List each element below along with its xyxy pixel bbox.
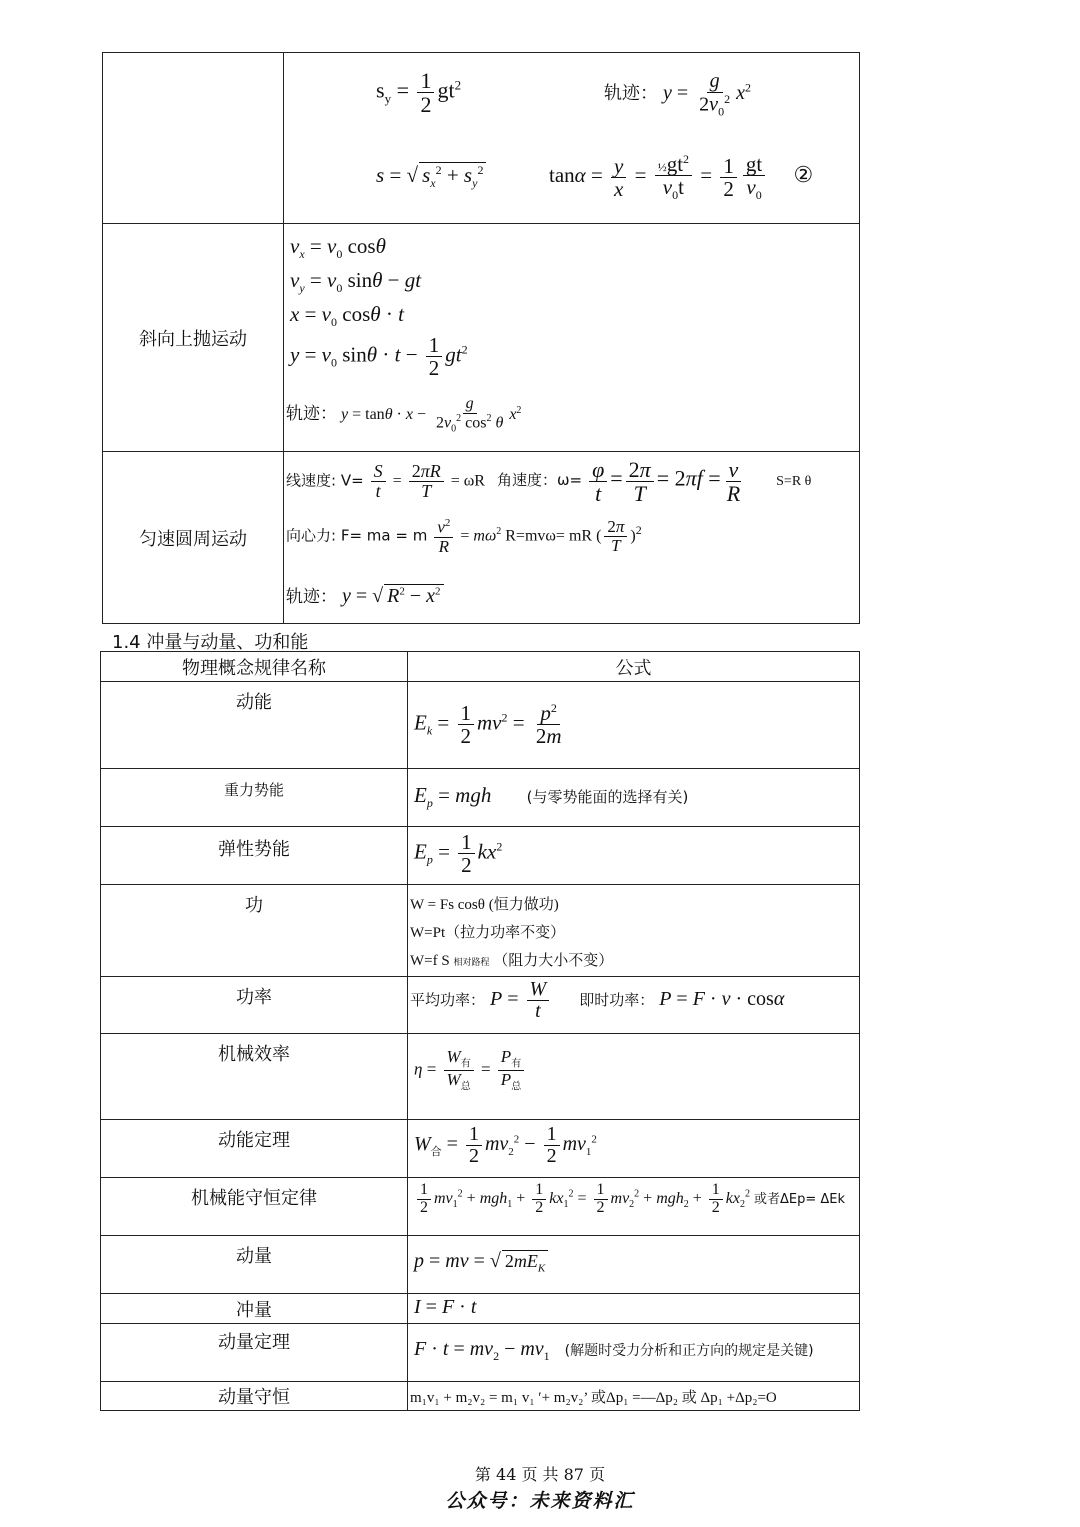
formula-tan: tanα = $\frac{y}{x}$ = $\frac{\frac{1}{2}gt^2}{v_0t}$ = $\frac{1}{2}$ $\frac{gt}{v_0}$ ② (549, 152, 814, 203)
centripetal-label: 向心力: F= ma = m (286, 526, 428, 545)
formula-vx: $v_x = v_0$ cosθ (290, 234, 386, 262)
formula-cell-oblique (284, 224, 860, 452)
label-cell-empty (103, 53, 284, 224)
formula-x: $x = v_0$ cosθ · t (290, 302, 404, 330)
work-resistance-note: （阻力大小不变） (493, 953, 614, 969)
formula-centripetal: 向心力: F= ma = m $\frac{v^2}{R}$ = $m\omega^2$ R=mvω= mR ( $\frac{2\pi}{T}$ )$^2$ (286, 517, 642, 556)
row-name: 机械效率 (101, 1034, 408, 1120)
row-name: 动量守恒 (101, 1382, 408, 1411)
row-name: 功 (101, 885, 408, 977)
formula-work (408, 885, 860, 977)
angular-velocity-label: 角速度：ω= (496, 471, 583, 490)
formula-y: $y = v_0$ sinθ · t − $\frac{1}{2}$ $gt^2$ (290, 333, 468, 381)
header-formula: 公式 (408, 652, 860, 682)
circled-two: ② (793, 162, 814, 188)
formula-work-energy: $W_合$ = $\frac{1}{2}$ $mv_2^2$ − $\frac{1}{2}$ $mv_1^2$ (408, 1120, 860, 1178)
label-oblique-projectile: 斜向上抛运动 (103, 224, 284, 452)
arc-length-eq: S=R θ (776, 474, 812, 490)
formula-vy: $v_y = v_0$ sinθ − gt (290, 268, 422, 296)
row-name: 冲量 (101, 1294, 408, 1324)
formula-gravity-pe: $E_p$ = mgh (与零势能面的选择有关) (408, 769, 860, 827)
formula-momentum: p = mv = √ $2mE_K$ (408, 1236, 860, 1294)
formula-cell-projectile (284, 53, 860, 224)
work-relative-path: 相对路程 (453, 957, 490, 967)
impulse-note: (解题时受力分析和正方向的规定是关键) (564, 1343, 814, 1359)
formula-power: 平均功率： P = $\frac{W}{t}$ 即时功率： P = F · v · cosα (408, 977, 860, 1034)
formula-cell-circular (284, 452, 860, 624)
trajectory-label: 轨迹： (286, 404, 337, 425)
row-name: 弹性势能 (101, 827, 408, 885)
brand-footer: 公众号：未来资料汇 (445, 1490, 635, 1512)
top-formula-table (102, 52, 860, 624)
formula-elastic-pe: $E_p$ = $\frac{1}{2}$ $kx^2$ (408, 827, 860, 885)
label-uniform-circular: 匀速圆周运动 (103, 452, 284, 624)
energy-momentum-table (100, 651, 860, 1411)
row-name: 动量 (101, 1236, 408, 1294)
gravity-pe-note: (与零势能面的选择有关) (526, 788, 689, 806)
formula-impulse: I = F · t (408, 1294, 860, 1324)
formula-s: s = √ $s_x^2 + s_y^2$ (376, 163, 486, 191)
formula-efficiency: η = $\frac{W_有}{W_总}$ = $\frac{P_有}{P_总}$ (408, 1034, 860, 1120)
row-name: 重力势能 (101, 769, 408, 827)
inst-power-label: 即时功率： (579, 991, 655, 1010)
trajectory-label: 轨迹： (604, 83, 658, 105)
formula-circle-trajectory: 轨迹： y = √ $R^2 - x^2$ (286, 582, 444, 608)
trajectory-label: 轨迹： (286, 587, 337, 607)
formula-velocities: 线速度: V= $\frac{S}{t}$ = $\frac{2\pi R}{T}$ = ωR 角速度：ω= $\frac{\varphi}{t}$ = $\frac{2\pi}{T}$ = 2πf = $\frac{v}{R}$ S=R θ (286, 457, 812, 507)
centripetal-mid: R=mvω= mR ( (505, 527, 602, 545)
row-name: 动能定理 (101, 1120, 408, 1178)
work-line-3 (410, 947, 859, 976)
section-title: 1.4 冲量与动量、功和能 (112, 632, 309, 653)
energy-or-note: 或者ΔEp= ΔEk (754, 1191, 846, 1207)
formula-energy-conservation: $\frac{1}{2}$ $mv_1^2 + mgh_1$ + $\frac{1}{2}$ $kx_1^2$ = $\frac{1}{2}$ $mv_2^2 + mgh_2$ + $\frac{1}{2}$ $kx_2^2$ 或者ΔEp= ΔEk (408, 1178, 860, 1236)
work-line-2: W=Pt（拉力功率不变） (410, 925, 566, 941)
formula-trajectory: 轨迹： y = $\frac{g}{2v_0^2}$ $x^2$ (604, 70, 751, 119)
row-name: 动能 (101, 682, 408, 769)
row-name: 功率 (101, 977, 408, 1034)
linear-velocity-label: 线速度: V= (286, 471, 364, 490)
work-line-1: W = Fs cosθ (恒力做功) (410, 897, 559, 913)
row-name: 机械能守恒定律 (101, 1178, 408, 1236)
formula-oblique-trajectory: 轨迹： y = tanθ · x − $\frac{g}{2v_0^2 \cos^2 \theta}$ $x^2$ (286, 395, 522, 435)
formula-momentum-conservation: m₁v₁ + m₂v₂ = m₁ v₁ ′+ m₂v₂’ 或Δp₁ =—Δp₂ 或 Δp₁ +Δp₂=O (408, 1382, 860, 1411)
work-fs: W=f S (410, 953, 450, 969)
formula-sy: $s_y$ = $\frac{1}{2}$ $gt^2$ (376, 68, 462, 118)
page-number: 第 44 页 共 87 页 (474, 1465, 606, 1484)
row-name: 动量定理 (101, 1324, 408, 1382)
avg-power-label: 平均功率： (410, 991, 486, 1010)
formula-impulse-momentum: $F \cdot t = mv_2 - mv_1$ (解题时受力分析和正方向的规定是关键) (408, 1324, 860, 1382)
header-concept: 物理概念规律名称 (101, 652, 408, 682)
formula-kinetic-energy: $E_k$ = $\frac{1}{2}$ $mv^2$ = $\frac{p^2}{2m}$ (408, 682, 860, 769)
